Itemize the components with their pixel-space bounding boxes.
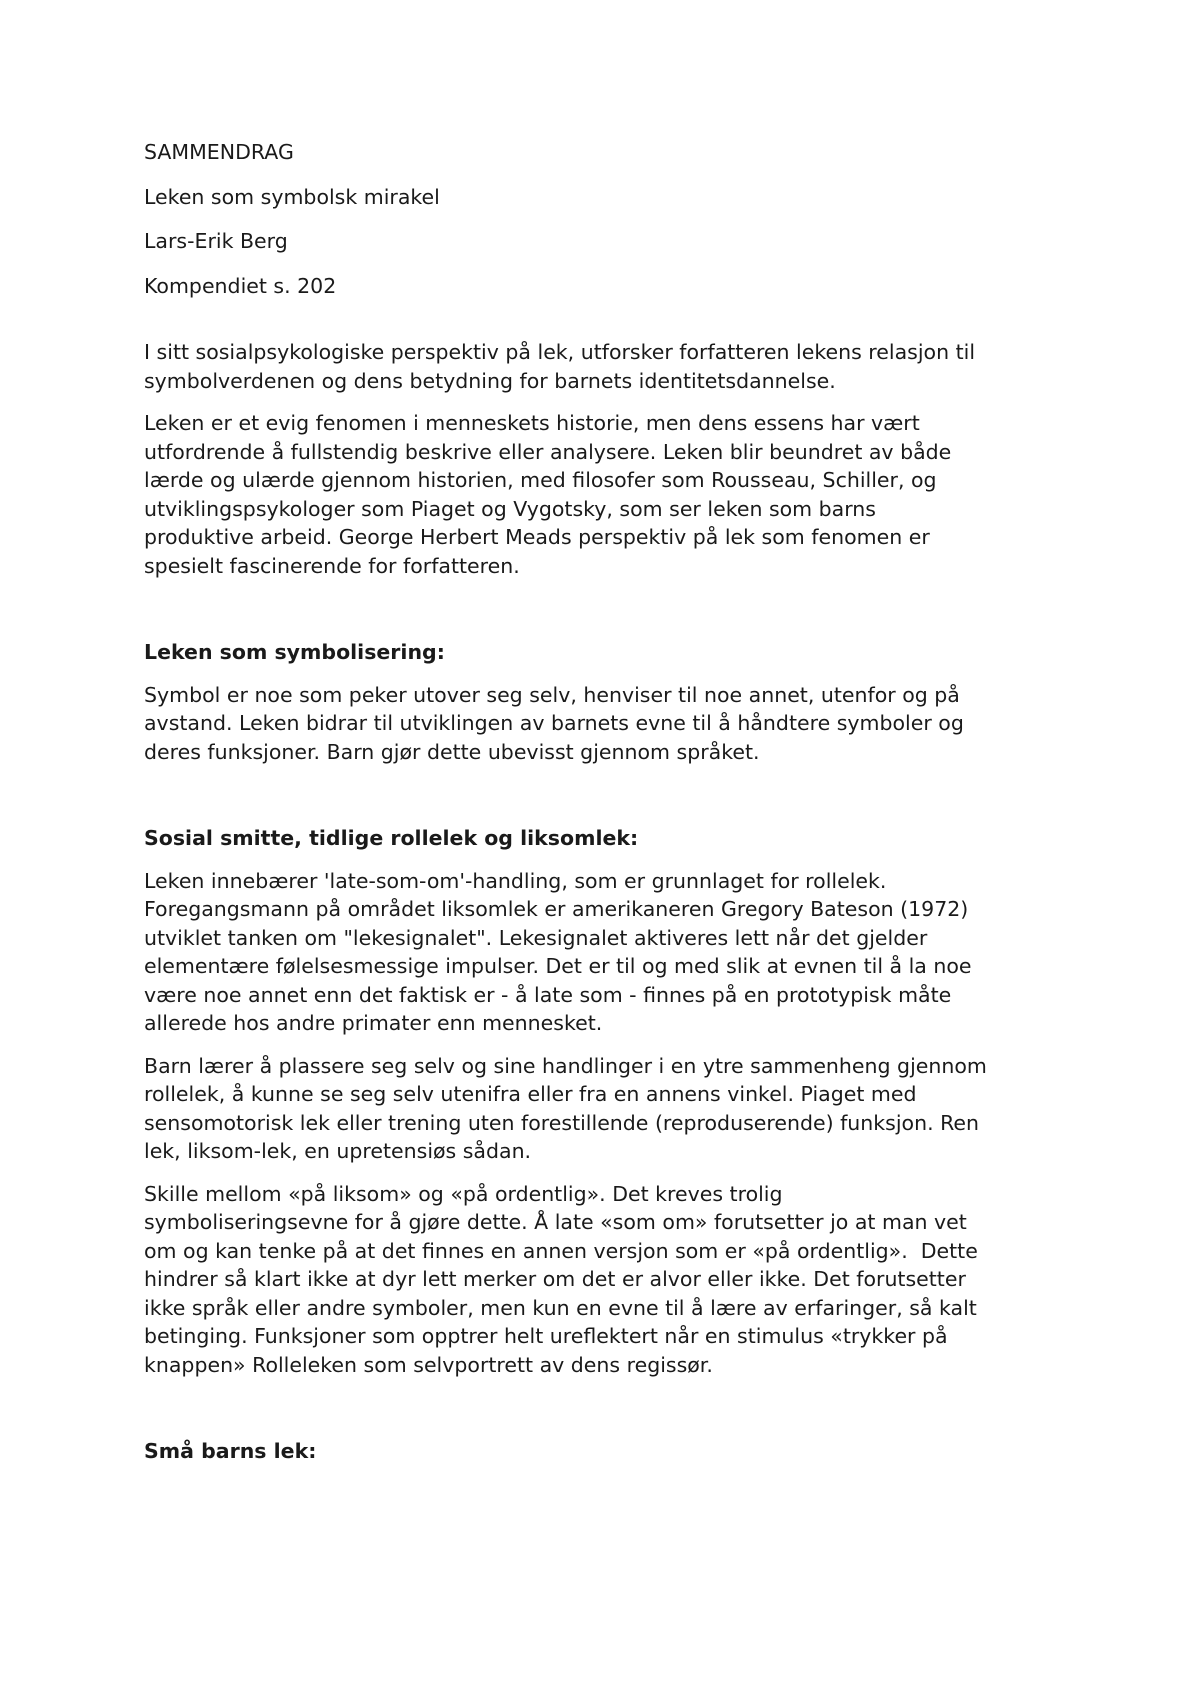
section-heading: Leken som symbolisering: xyxy=(144,640,445,664)
paragraph-line: lek, liksom-lek, en upretensiøs sådan. xyxy=(144,1139,532,1163)
paragraph-line: hindrer så klart ikke at dyr lett merker om det er alvor eller ikke. Det forutsetter xyxy=(144,1267,966,1291)
document-label: SAMMENDRAG xyxy=(144,140,294,164)
paragraph-line: produktive arbeid. George Herbert Meads perspektiv på lek som fenomen er xyxy=(144,525,930,549)
paragraph-line: utfordrende å fullstendig beskrive eller analysere. Leken blir beundret av både xyxy=(144,439,952,464)
paragraph-line: Leken er et evig fenomen i menneskets historie, men dens essens har vært xyxy=(144,411,920,435)
intro-paragraph-2 xyxy=(144,409,1074,580)
section2-paragraph-1 xyxy=(144,867,1074,1038)
paragraph-line: Leken innebærer 'late-som-om'-handling, som er grunnlaget for rollelek. xyxy=(144,868,887,893)
paragraph-line: I sitt sosialpsykologiske perspektiv på lek, utforsker forfatteren lekens relasjon til xyxy=(144,340,976,364)
section1-paragraph-1 xyxy=(144,681,1074,767)
paragraph-line: Barn lærer å plassere seg selv og sine handlinger i en ytre sammenheng gjennom xyxy=(144,1053,987,1078)
paragraph-line: lærde og ulærde gjennom historien, med filosofer som Rousseau, Schiller, og xyxy=(144,468,937,492)
paragraph-line: Foregangsmann på området liksomlek er amerikaneren Gregory Bateson (1972) xyxy=(144,897,969,921)
paragraph-line: utviklet tanken om "lekesignalet". Lekesignalet aktiveres lett når det gjelder xyxy=(144,925,928,950)
section-heading: Sosial smitte, tidlige rollelek og liksomlek: xyxy=(144,826,639,850)
paragraph-line: sensomotorisk lek eller trening uten forestillende (reproduserende) funksjon. Ren xyxy=(144,1110,980,1135)
paragraph-line: Symbol er noe som peker utover seg selv, henviser til noe annet, utenfor og på xyxy=(144,682,960,707)
paragraph-line: ikke språk eller andre symboler, men kun en evne til å lære av erfaringer, så kalt xyxy=(144,1295,977,1320)
paragraph-line: betinging. Funksjoner som opptrer helt ureflektert når en stimulus «trykker på xyxy=(144,1324,948,1348)
paragraph-line: allerede hos andre primater enn mennesket. xyxy=(144,1011,603,1035)
section-heading: Små barns lek: xyxy=(144,1439,317,1463)
paragraph-line: deres funksjoner. Barn gjør dette ubevisst gjennom språket. xyxy=(144,739,760,764)
paragraph-line: om og kan tenke på at det finnes en annen versjon som er «på ordentlig». Dette xyxy=(144,1238,978,1263)
paragraph-line: symboliseringsevne for å gjøre dette. Å late «som om» forutsetter jo at man vet xyxy=(144,1210,967,1234)
document-source: Kompendiet s. 202 xyxy=(144,273,337,298)
paragraph-line: knappen» Rolleleken som selvportrett av dens regissør. xyxy=(144,1352,713,1377)
paragraph-line: rollelek, å kunne se seg selv utenifra eller fra en annens vinkel. Piaget med xyxy=(144,1082,917,1106)
paragraph-line: avstand. Leken bidrar til utviklingen av barnets evne til å håndtere symboler og xyxy=(144,711,964,735)
paragraph-line: symbolverdenen og dens betydning for barnets identitetsdannelse. xyxy=(144,368,836,393)
document-author: Lars-Erik Berg xyxy=(144,229,288,253)
document-title: Leken som symbolsk mirakel xyxy=(144,184,440,209)
document-page xyxy=(144,138,1074,1480)
paragraph-line: utviklingspsykologer som Piaget og Vygotsky, som ser leken som barns xyxy=(144,496,876,521)
paragraph-line: Skille mellom «på liksom» og «på ordentlig». Det kreves trolig xyxy=(144,1181,783,1206)
section2-paragraph-3 xyxy=(144,1180,1074,1380)
section2-paragraph-2 xyxy=(144,1052,1074,1166)
paragraph-line: være noe annet enn det faktisk er - å late som - finnes på en prototypisk måte xyxy=(144,982,952,1007)
paragraph-line: spesielt fascinerende for forfatteren. xyxy=(144,553,520,578)
paragraph-line: elementære følelsesmessige impulser. Det er til og med slik at evnen til å la noe xyxy=(144,954,972,978)
intro-paragraph-1 xyxy=(144,338,1074,395)
